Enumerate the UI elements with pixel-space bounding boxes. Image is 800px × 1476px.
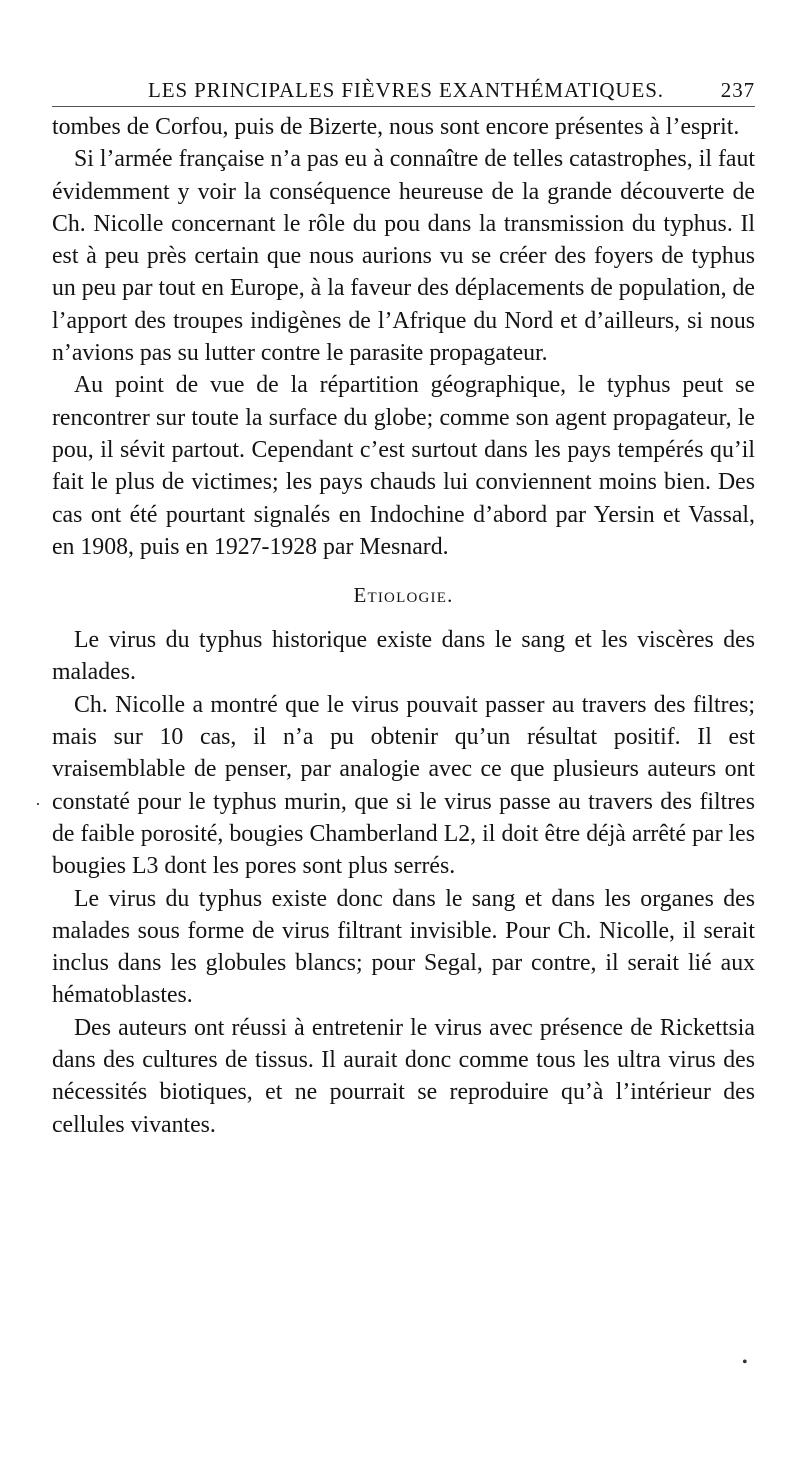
header-rule [52, 106, 755, 107]
section-heading: Etiologie. [353, 583, 454, 608]
text-before-heading [52, 111, 755, 563]
stray-dot: • [742, 1354, 748, 1371]
paragraph: Au point de vue de la répartition géographique, le typhus peut se rencontrer sur toute la surface du globe; comme son agent propagateur, le pou, il sévit partout. Cependant c’est surtout dans les pays tempérés qu’il fait le plus de victimes; les pays chauds lui conviennent moins bien. Des cas ont été pourtant signalés en Indochine d’abord par Yersin et Vassal, en 1908, puis en 1927-1928 par Mesnard. [52, 372, 755, 560]
paragraph: Ch. Nicolle a montré que le virus pouvait passer au travers des filtres; mais sur 10 cas, il n’a pu obtenir qu’un résultat positif. Il est vraisemblable de penser, par analogie avec ce que plusieurs auteurs ont constaté pour le typhus murin, que si le virus passe au travers des filtres de faible porosité, bougies Chamberland L2, il doit être déjà arrêté par les bougies L3 dont les pores sont plus serrés. [52, 691, 755, 880]
page-number: 237 [720, 78, 755, 102]
paragraph: Le virus du typhus historique existe dans le sang et les viscères des malades. [52, 627, 755, 686]
running-title: LES PRINCIPALES FIÈVRES EXANTHÉMATIQUES. [148, 78, 664, 102]
paragraph: tombes de Corfou, puis de Bizerte, nous sont encore présentes à l’esprit. [52, 114, 740, 140]
paragraph: Des auteurs ont réussi à entretenir le virus avec présence de Rickettsia dans des cultures de tissus. Il aurait donc comme tous les ultra virus des nécessités biotiques, et ne pourrait se reproduire qu’à l’intérieur des cellules vivantes. [52, 1014, 755, 1138]
book-page [52, 78, 755, 1141]
running-head [52, 78, 755, 110]
paragraph: Le virus du typhus existe donc dans le sang et dans les organes des malades sous forme de virus filtrant invisible. Pour Ch. Nicolle, il serait inclus dans les globules blancs; pour Segal, par contre, il serait lié aux hématoblastes. [52, 885, 755, 1009]
text-after-heading [52, 624, 755, 1141]
margin-dot: · [35, 794, 41, 814]
paragraph: Si l’armée française n’a pas eu à connaître de telles catastrophes, il faut évidemment y voir la conséquence heureuse de la grande découverte de Ch. Nicolle concernant le rôle du pou dans la transmission du typhus. Il est à peu près certain que nous aurions vu se créer des foyers de typhus un peu par tout en Europe, à la faveur des déplacements de population, de l’apport des troupes indigènes de l’Afrique du Nord et d’ailleurs, si nous n’avions pas su lutter contre le parasite propagateur. [52, 146, 755, 367]
